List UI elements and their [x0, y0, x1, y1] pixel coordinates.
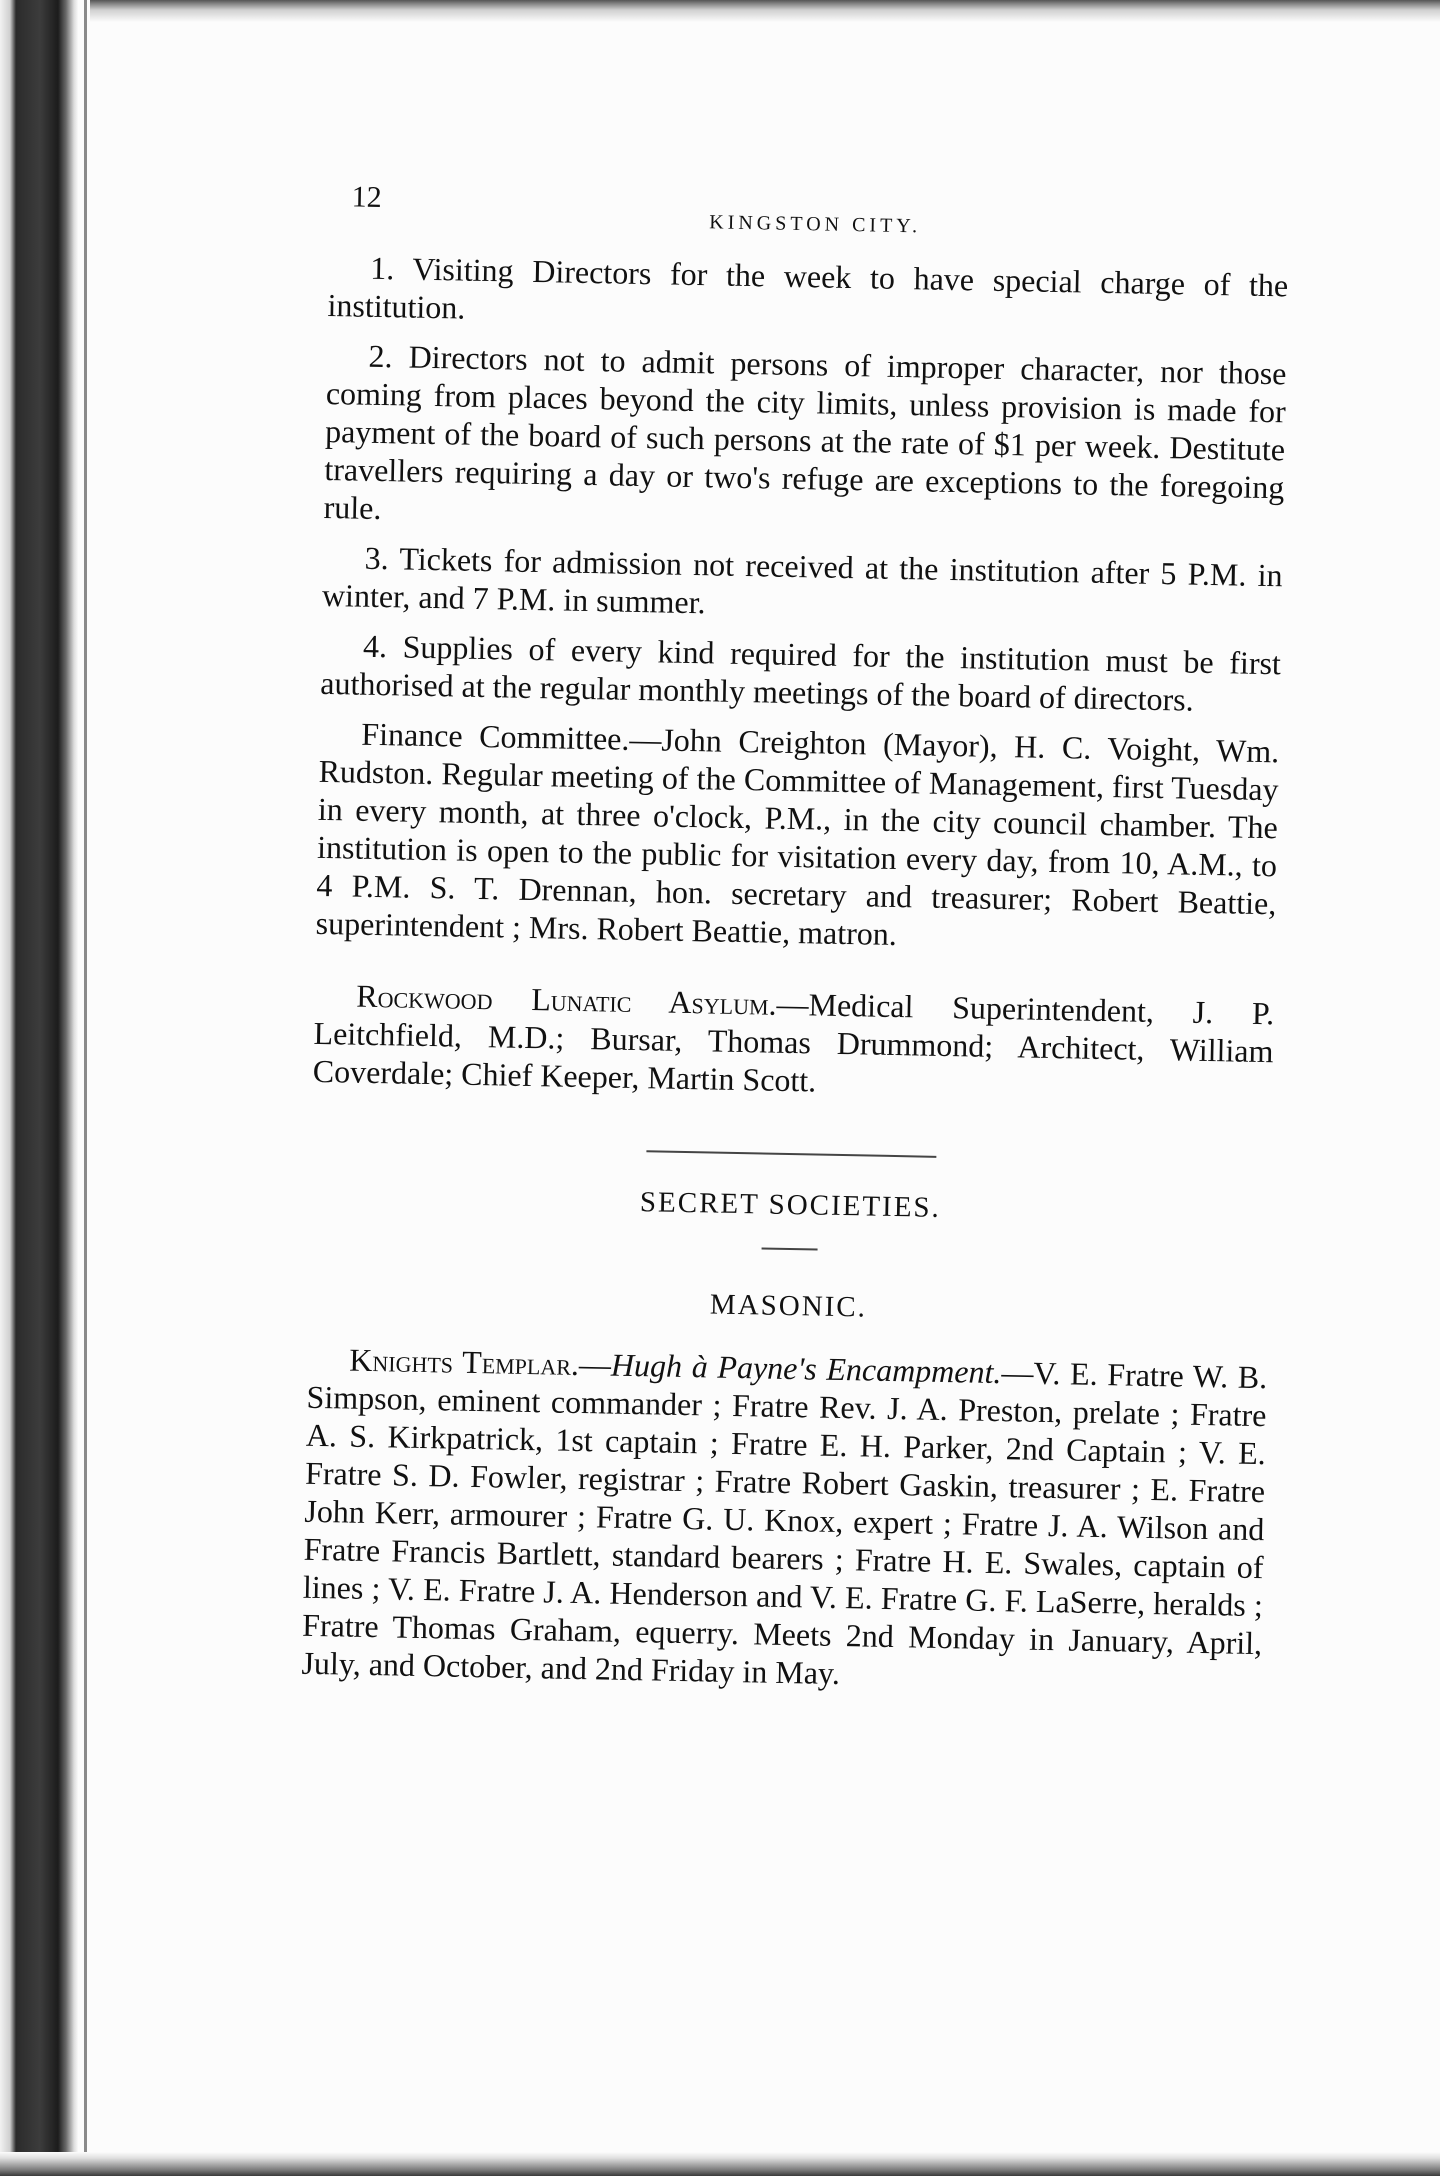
rule-3: 3. Tickets for admission not received at the institution after 5 P.M. in winter, and 7 P.M. in summer. — [321, 539, 1283, 621]
rule-4: 4. Supplies of every kind required for the institution must be first authorised at the regular monthly meetings of the board of directors. — [319, 627, 1282, 718]
rule-1: 1. Visiting Directors for the week to have special charge of the institution. — [327, 249, 1289, 326]
subsection-heading: MASONIC. — [709, 1288, 868, 1324]
encampment-name: Hugh à Payne's Encampment. — [610, 1346, 1002, 1391]
asylum-name: Rockwood Lunatic Asylum. — [356, 977, 777, 1022]
knights-templar-paragraph — [301, 1340, 1267, 1700]
asylum-text: —Medical Superintendent, J. P. Leitchfield, M.D.; Bursar, Thomas Drummond; Architect, William Coverdale; Chief Keeper, Martin Scott. — [312, 985, 1275, 1099]
page-text-block — [301, 180, 1290, 1700]
page-bottom-edge — [0, 2152, 1440, 2176]
knights-templar-dash: — — [578, 1346, 612, 1383]
asylum-paragraph — [313, 976, 1275, 1108]
knights-templar-text: —V. E. Fratre W. B. Simpson, eminent commander ; Fratre Rev. J. A. Preston, prelate ; Fratre A. S. Kirkpatrick, 1st captain ; Fratre E. H. Parker, 2nd Captain ; V. E. Fratre S. D. Fowler, registrar ; Fratre Robert Gaskin, treasurer ; E. Fratre John Kerr, armourer ; Fratre G. U. Knox, expert ; Fratre J. A. Wilson and Fratre Francis Bartlett, standard bearers ; Fratre H. E. Swales, captain of lines ; V. E. Fratre J. A. Henderson and V. E. Fratre G. F. LaSerre, heralds ; Fratre Thomas Graham, equerry. Meets 2nd Monday in January, April, July, and October, and 2nd Friday in May. — [301, 1354, 1268, 1692]
binding-edge — [84, 0, 87, 2176]
section-divider — [646, 1150, 936, 1158]
finance-committee-paragraph: Finance Committee.—John Creighton (Mayor), H. C. Voight, Wm. Rudston. Regular meeting of the Committee of Management, first Tuesday in every month, at three o'clock, P.M., in the city council chamber. The institution is open to the public for visitation every day, from 10, A.M., to 4 P.M. S. T. Drennan, hon. secretary and treasurer; Robert Beattie, superintendent ; Mrs. Robert Beattie, matron. — [315, 715, 1280, 953]
section-heading: SECRET SOCIETIES. — [639, 1186, 942, 1224]
book-binding — [0, 0, 78, 2176]
knights-templar-label: Knights Templar. — [349, 1341, 580, 1382]
page-top-edge — [90, 0, 1440, 22]
running-head — [329, 180, 1290, 254]
short-divider — [762, 1247, 818, 1250]
running-title: KINGSTON CITY. — [709, 211, 922, 238]
page-number: 12 — [351, 180, 382, 214]
rule-2: 2. Directors not to admit persons of improper character, nor those coming from places beyond the city limits, unless provision is made for payment of the board of such persons at the rate of $1 per week. Destitute travellers requiring a day or two's refuge are exceptions to the foregoing rule. — [323, 337, 1287, 527]
